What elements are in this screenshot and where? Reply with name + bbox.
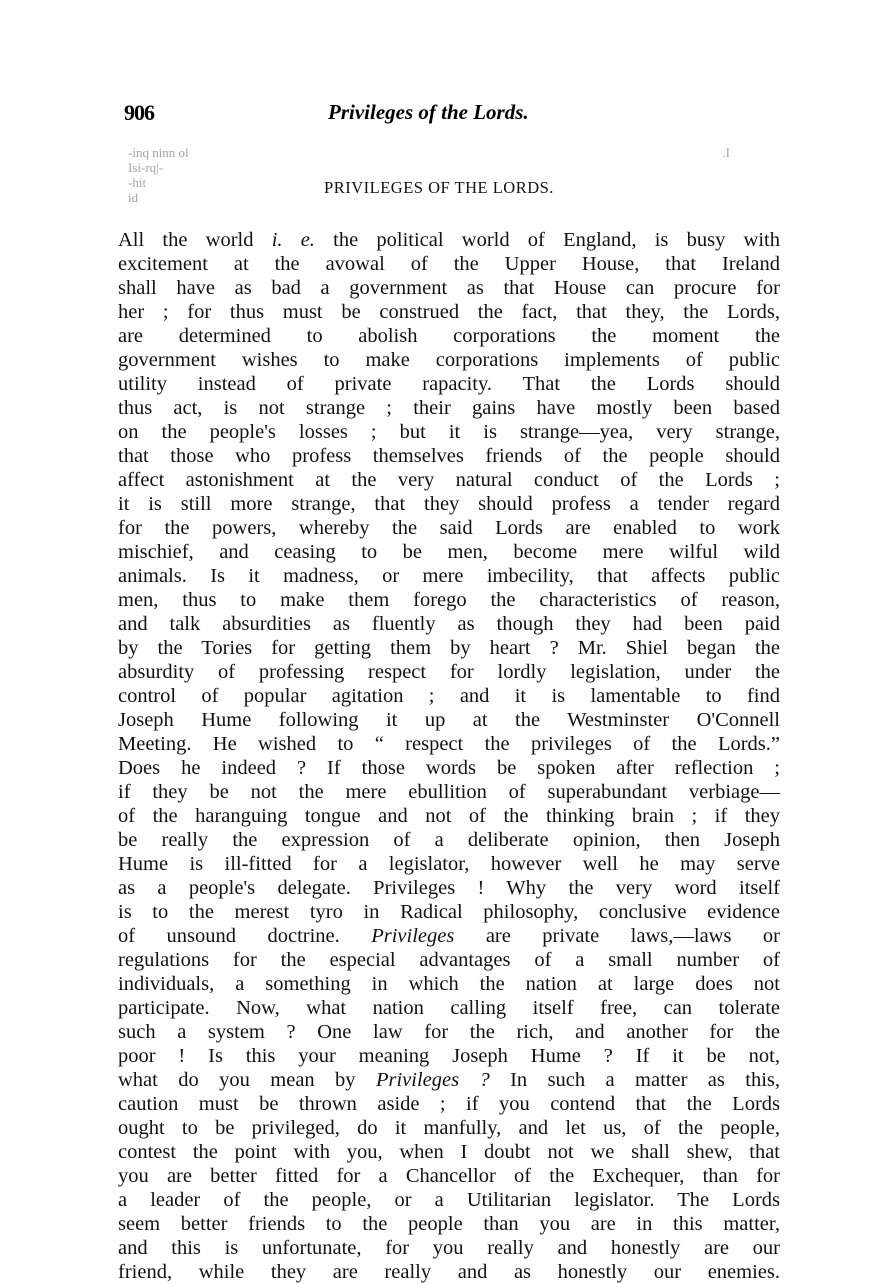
text-line: it is still more strange, that they should profess a tender regard [118, 493, 780, 515]
text-line: men, thus to make them forego the characteristics of reason, [118, 589, 780, 611]
bleed-line: .I [722, 145, 730, 160]
line-start: of unsound doctrine. [118, 925, 372, 947]
text-line: utility instead of private rapacity. That the Lords should [118, 373, 780, 395]
text-line: be really the expression of a deliberate opinion, then Joseph [118, 829, 780, 851]
text-line [118, 228, 780, 252]
text-line: seem better friends to the people than you are in this matter, [118, 1213, 780, 1235]
bleed-line: Isi-rq|- [128, 160, 164, 175]
text-line: animals. Is it madness, or mere imbecility, that affects public [118, 565, 780, 587]
text-line: participate. Now, what nation calling itself free, can tolerate [118, 997, 780, 1019]
text-line: caution must be thrown aside ; if you contend that the Lords [118, 1093, 780, 1115]
text-line: Meeting. He wished to “ respect the privileges of the Lords.” [118, 733, 780, 755]
text-line: her ; for thus must be construed the fact, that they, the Lords, [118, 301, 780, 323]
text-line: Joseph Hume following it up at the Westminster O'Connell [118, 709, 780, 731]
line-start: All the world [118, 229, 272, 251]
text-line: on the people's losses ; but it is strange—yea, very strange, [118, 421, 780, 443]
article-title-text: PRIVILEGES OF THE LORDS. [324, 178, 554, 197]
article-title [0, 178, 878, 198]
text-line: Does he indeed ? If those words be spoken after reflection ; [118, 757, 780, 779]
line-end: the political world of England, is busy with [314, 229, 780, 251]
line-end: are private laws,—laws or [454, 925, 780, 947]
text-line: if they be not the mere ebullition of superabundant verbiage— [118, 781, 780, 803]
text-line: of the haranguing tongue and not of the thinking brain ; if they [118, 805, 780, 827]
text-line: absurdity of professing respect for lordly legislation, under the [118, 661, 780, 683]
text-line: thus act, is not strange ; their gains have mostly been based [118, 397, 780, 419]
text-line: and this is unfortunate, for you really and honestly are our [118, 1237, 780, 1259]
text-line: that those who profess themselves friends of the people should [118, 445, 780, 467]
text-line: for the powers, whereby the said Lords are enabled to work [118, 517, 780, 539]
text-line: affect astonishment at the very natural conduct of the Lords ; [118, 469, 780, 491]
running-head [118, 100, 758, 130]
bleed-line: -hit [128, 175, 147, 190]
line-end: In such a matter as this, [489, 1069, 780, 1091]
italic-phrase: Privileges ? [375, 1069, 490, 1091]
bleed-line: id [128, 190, 139, 205]
text-line: you are better fitted for a Chancellor of the Exchequer, than for [118, 1165, 780, 1187]
italic-phrase: i. e. [271, 229, 315, 251]
article-body [118, 228, 780, 1284]
text-line: by the Tories for getting them by heart ? Mr. Shiel began the [118, 637, 780, 659]
page-number: 906 [124, 100, 154, 125]
text-line: government wishes to make corporations implements of public [118, 349, 780, 371]
text-line: individuals, a something in which the nation at large does not [118, 973, 780, 995]
text-line: mischief, and ceasing to be men, become mere wilful wild [118, 541, 780, 563]
running-title: Privileges of the Lords. [328, 100, 529, 124]
bleed-line: -inq ninn ol [128, 145, 189, 160]
text-line: excitement at the avowal of the Upper House, that Ireland [118, 253, 780, 275]
text-line: Hume is ill-fitted for a legislator, however well he may serve [118, 853, 780, 875]
text-line: and talk absurdities as fluently as though they had been paid [118, 613, 780, 635]
text-line: is to the merest tyro in Radical philosophy, conclusive evidence [118, 901, 780, 923]
text-line: control of popular agitation ; and it is lamentable to find [118, 685, 780, 707]
text-line: such a system ? One law for the rich, and another for the [118, 1021, 780, 1043]
text-line: poor ! Is this your meaning Joseph Hume ? If it be not, [118, 1045, 780, 1067]
italic-phrase: Privileges [371, 925, 455, 947]
text-line: ought to be privileged, do it manfully, and let us, of the people, [118, 1117, 780, 1139]
bleed-through-text-right [722, 145, 730, 160]
text-line [118, 1068, 780, 1092]
text-line [118, 924, 780, 948]
text-line: a leader of the people, or a Utilitarian legislator. The Lords [118, 1189, 780, 1211]
text-line: friend, while they are really and as honestly our enemies. [118, 1261, 780, 1283]
text-line: regulations for the especial advantages of a small number of [118, 949, 780, 971]
text-line: are determined to abolish corporations the moment the [118, 325, 780, 347]
text-line: as a people's delegate. Privileges ! Why the very word itself [118, 877, 780, 899]
line-start: what do you mean by [118, 1069, 376, 1091]
text-line: contest the point with you, when I doubt not we shall shew, that [118, 1141, 780, 1163]
text-line: shall have as bad a government as that House can procure for [118, 277, 780, 299]
